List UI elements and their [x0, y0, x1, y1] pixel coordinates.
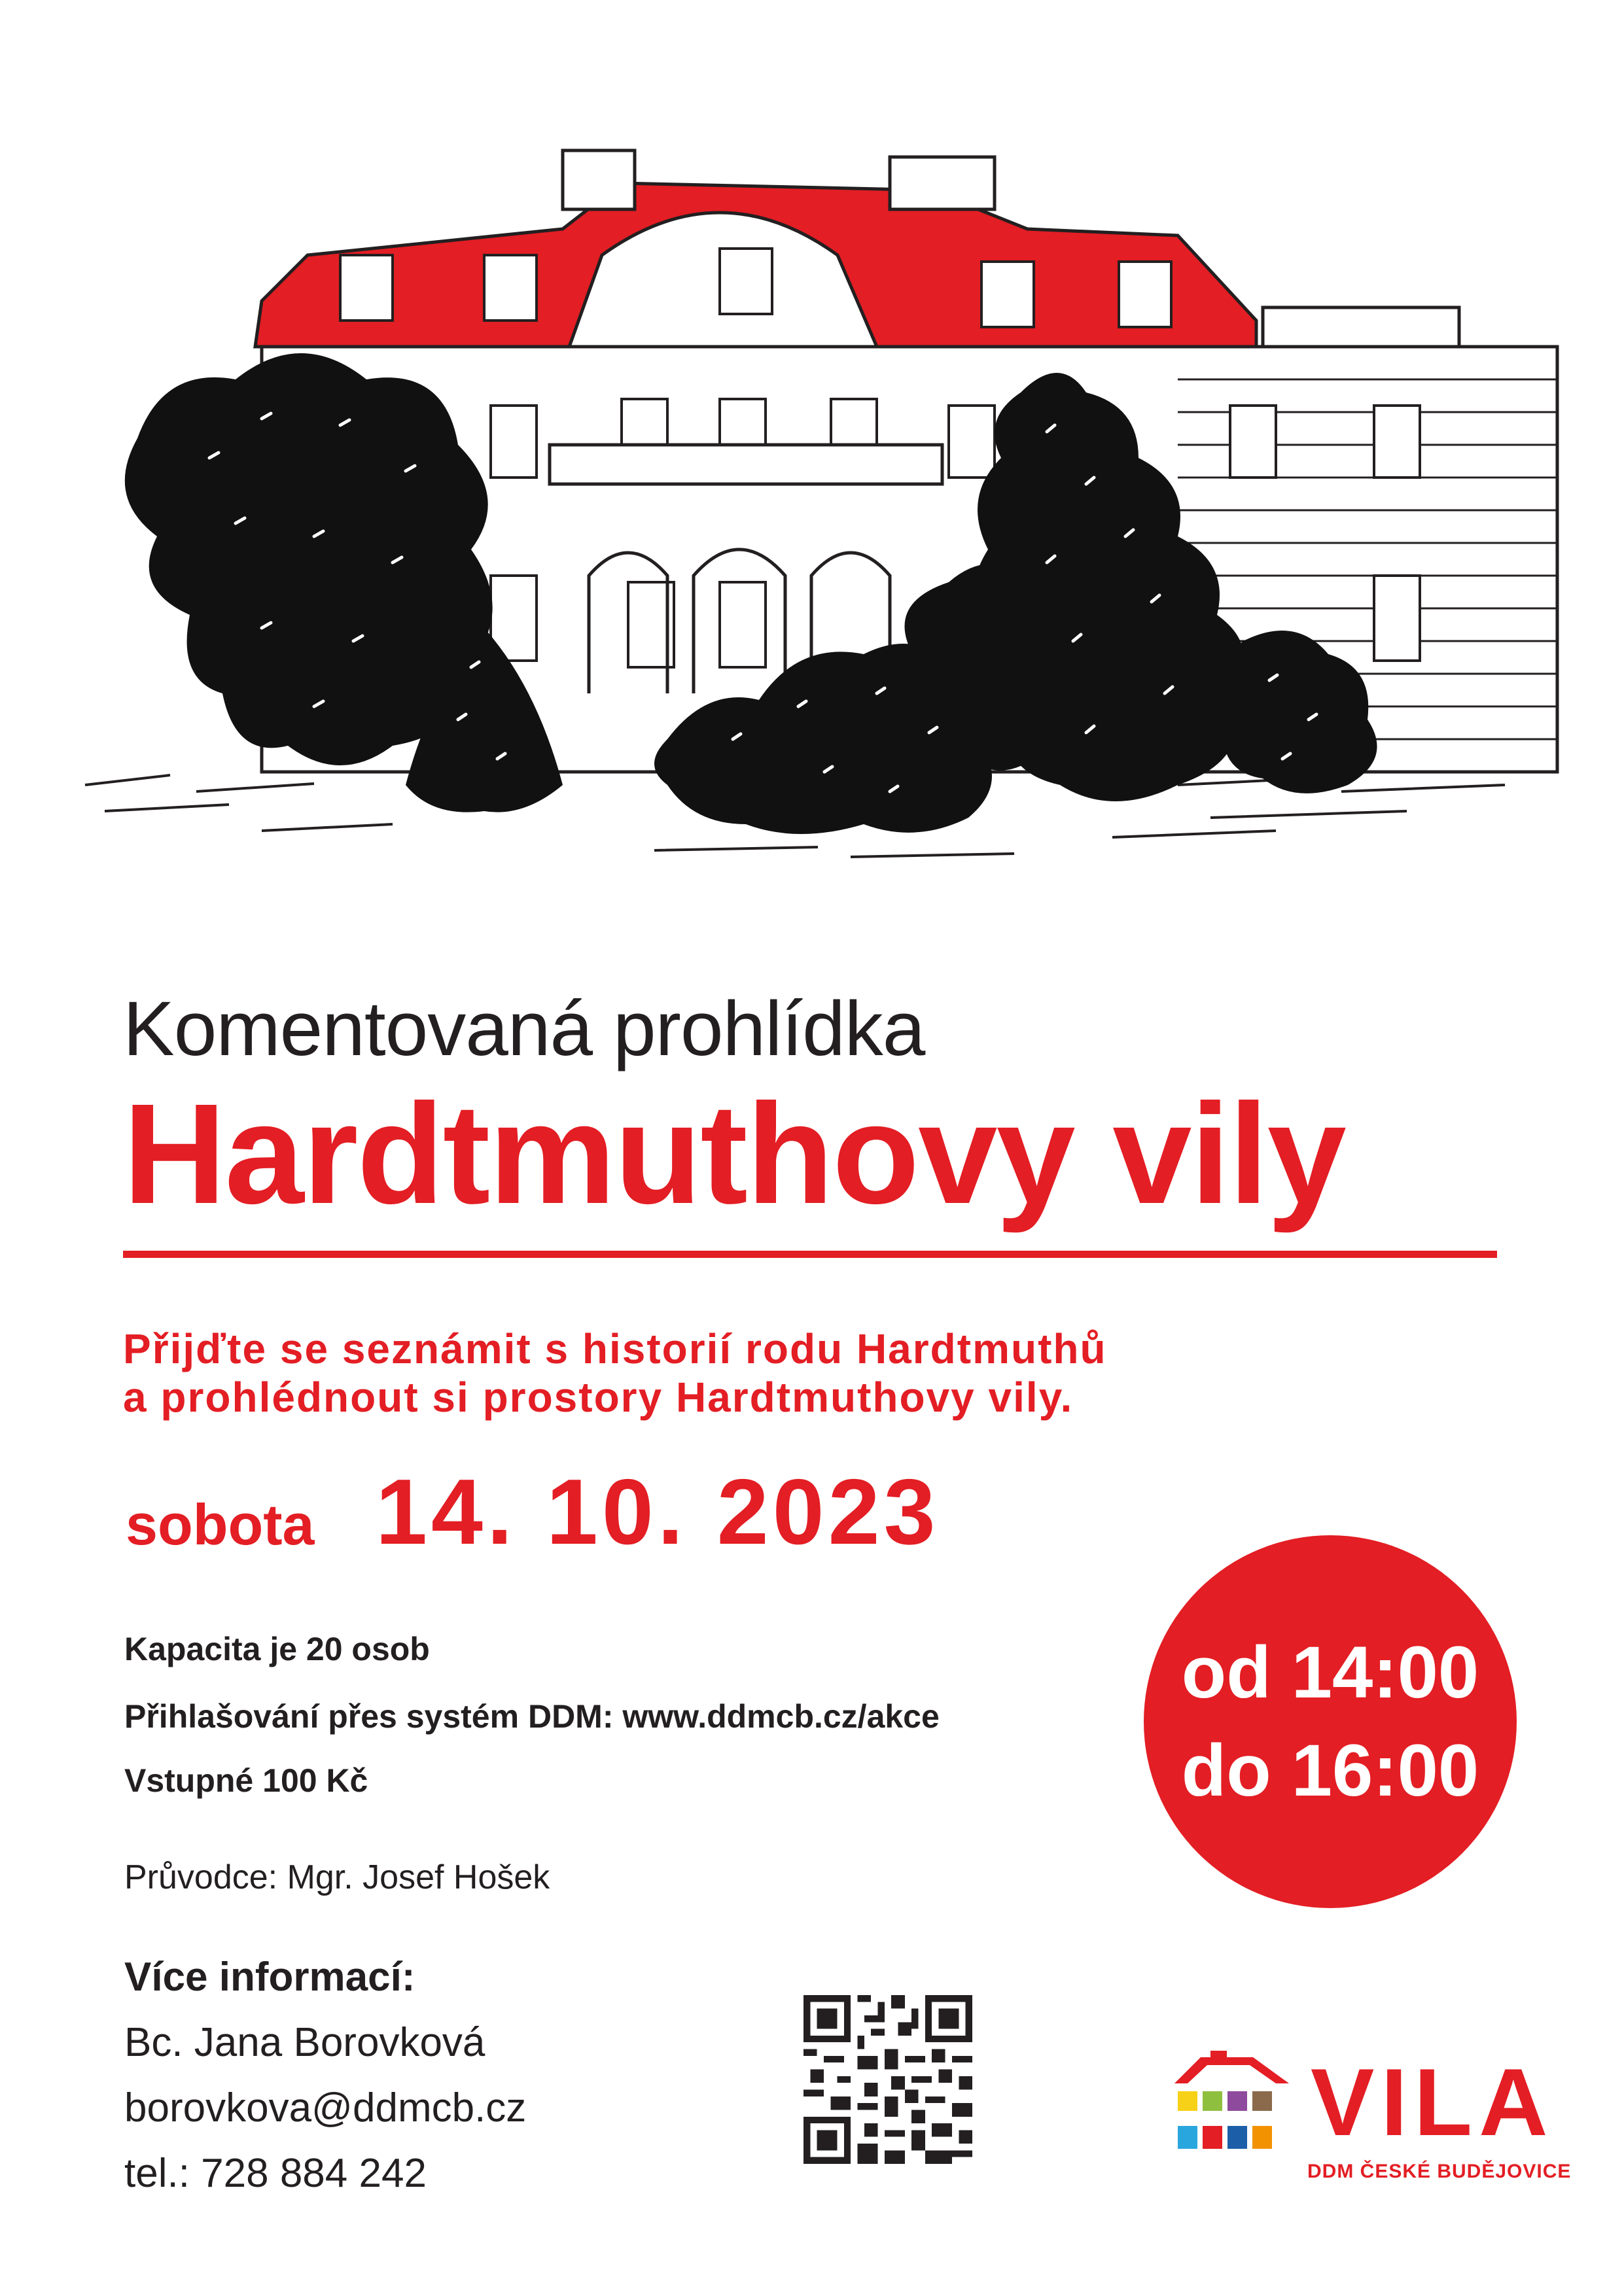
logo-subtitle: DDM ČESKÉ BUDĚJOVICE [1307, 2161, 1572, 2182]
intro-line-2: a prohlédnout si prostory Hardtmuthovy vily. [123, 1374, 1074, 1421]
intro-line-1: Přijďte se seznámit s historií rodu Hardtmuthů [123, 1325, 1107, 1372]
time-badge [1144, 1535, 1517, 1908]
logo-name: VILA [1311, 2049, 1555, 2155]
contact-name: Bc. Jana Borovková [124, 2020, 485, 2065]
registration-text: Přihlašování přes systém DDM: www.ddmcb.cz/akce [124, 1698, 940, 1735]
villa-illustration [65, 131, 1570, 903]
guide-text: Průvodce: Mgr. Josef Hošek [124, 1858, 550, 1896]
intro-text [123, 1325, 1107, 1421]
event-date: 14. 10. 2023 [376, 1460, 940, 1564]
subtitle: Komentovaná prohlídka [123, 986, 925, 1072]
right-terrace [1263, 307, 1459, 347]
balcony [550, 445, 942, 484]
qr-code-icon[interactable] [803, 1995, 972, 2164]
contact-email[interactable]: borovkova@ddmcb.cz [124, 2085, 527, 2131]
title-underline [123, 1251, 1497, 1258]
chimney-right [890, 157, 995, 209]
entry-fee-text: Vstupné 100 Kč [124, 1762, 368, 1799]
page-title: Hardtmuthovy vily [123, 1075, 1345, 1234]
contact-phone[interactable]: tel.: 728 884 242 [124, 2151, 427, 2196]
time-from: od 14:00 [1181, 1631, 1479, 1713]
time-to: do 16:00 [1181, 1730, 1479, 1811]
chimney-left [563, 150, 635, 209]
more-info-heading: Více informací: [124, 1955, 415, 2000]
capacity-text: Kapacita je 20 osob [124, 1631, 430, 1667]
event-day: sobota [126, 1492, 315, 1557]
